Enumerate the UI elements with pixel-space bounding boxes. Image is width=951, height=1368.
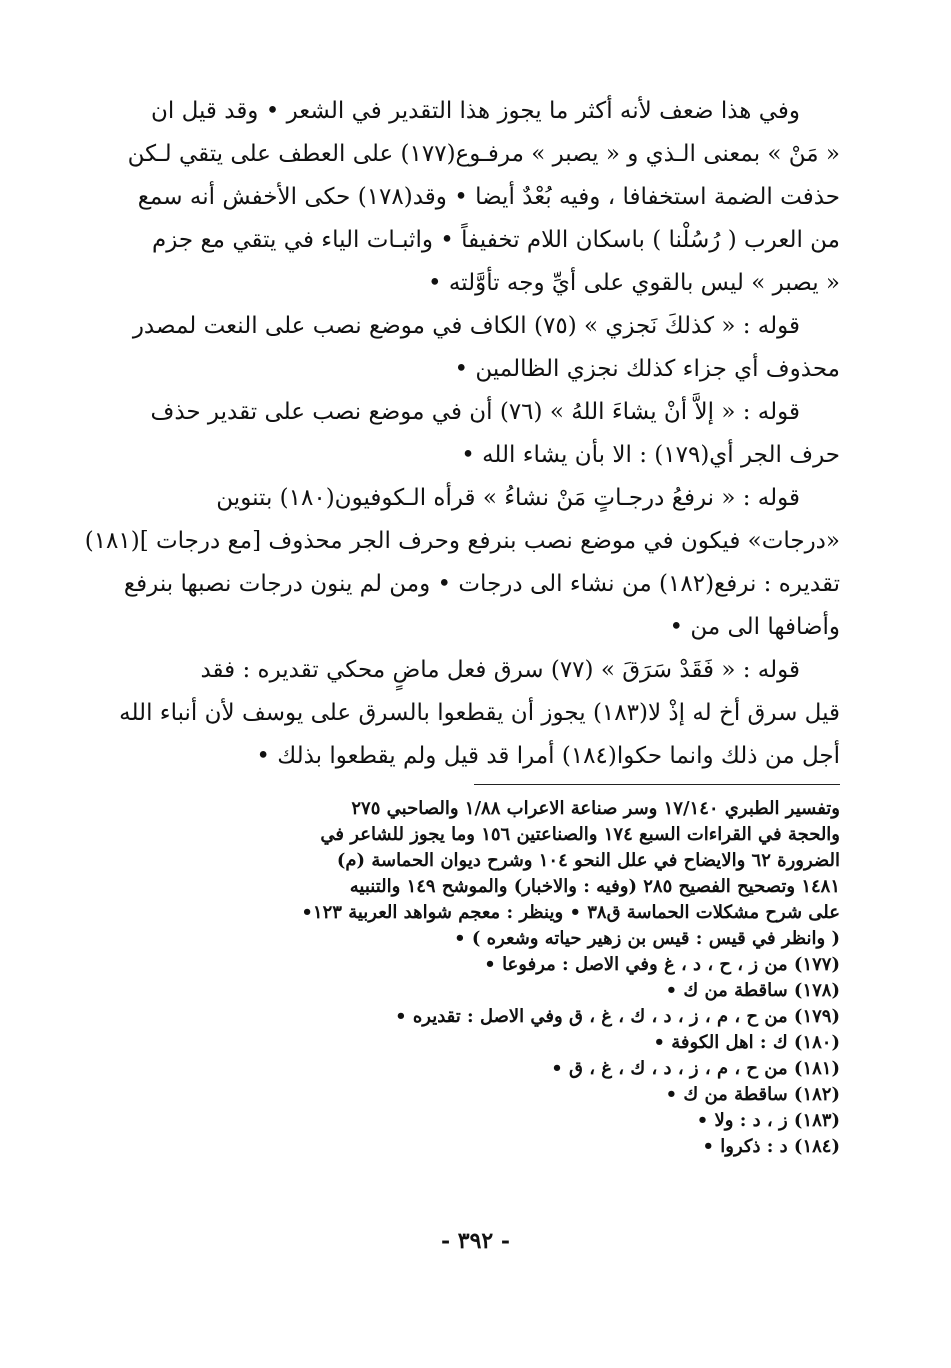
text-line: «درجات» فيكون في موضع نصب بنرفع وحرف الجر محذوف [مع درجات ](١٨١)	[84, 528, 840, 554]
text-line: حذفت الضمة استخفافا ، وفيه بُعْدٌ أيضا • وقد(١٧٨) حكى الأخفش أنه سمع	[137, 184, 840, 210]
footnote-line: (١٧٨) ساقطة من ك •	[665, 980, 840, 1001]
footnote-line: وتفسير الطبري ١٧/١٤٠ وسر صناعة الاعراب ١/٨٨ والصاحبي ٢٧٥	[351, 798, 840, 819]
text-line: قوله : « إلاَّ أنْ يشاءَ اللهُ » (٧٦) أن في موضع نصب على تقدير حذف	[150, 399, 800, 425]
text-line: قيل سرق أخ له إذْ لا(١٨٣) يجوز أن يقطعوا بالسرق على يوسف لأن أنباء الله	[119, 700, 840, 726]
main-text	[84, 90, 840, 778]
footnote-line: الضرورة ٦٢ والايضاح في علل النحو ١٠٤ وشرح ديوان الحماسة (م)	[336, 850, 840, 871]
text-line: أجل من ذلك وانما حكوا(١٨٤) أمرا قد قيل ولم يقطعوا بذلك •	[256, 743, 840, 769]
text-line: وفي هذا ضعف لأنه أكثر ما يجوز هذا التقدير في الشعر • وقد قيل ان	[150, 98, 800, 124]
text-line: « يصبر » ليس بالقوي على أيِّ وجه تأوَّلته •	[427, 270, 840, 296]
text-line: حرف الجر أي(١٧٩) : الا بأن يشاء الله •	[461, 442, 840, 468]
footnote-line: (١٨١) من ح ، م ، ز ، د ، ك ، غ ، ق •	[551, 1058, 840, 1079]
footnote-line: ١٤٨١ وتصحيح الفصيح ٢٨٥ (وفيه : والاخبار) والموشح ١٤٩ والتنبيه	[349, 876, 840, 897]
text-line: قوله : « نرفعُ درجـاتٍ مَنْ نشاءُ » قرأه الـكوفيون(١٨٠) بتنوين	[216, 485, 800, 511]
footnotes	[128, 796, 840, 1160]
page-number: - ٣٩٢ -	[440, 1228, 511, 1254]
footnote-separator	[474, 784, 840, 785]
text-line: تقديره : نرفع(١٨٢) من نشاء الى درجات • ومن لم ينون درجات نصبها بنرفع	[123, 571, 840, 597]
footnote-line: (١٨٣) ز ، د : ولا •	[696, 1110, 840, 1131]
text-line: من العرب ( رُسُلْنا ) باسكان اللام تخفيفاً • واثبـات الياء في يتقي مع جزم	[151, 227, 840, 253]
footnote-line: (١٨٤) د : ذكروا •	[702, 1136, 840, 1157]
footnote-line: على شرح مشكلات الحماسة ق٣٨ • وينظر : معجم شواهد العربية ١٢٣•	[301, 902, 840, 923]
text-line: قوله : « كذلكَ نَجزي » (٧٥) الكاف في موضع نصب على النعت لمصدر	[132, 313, 800, 339]
footnote-line: (١٨٠) ك : اهل الكوفة •	[653, 1032, 840, 1053]
footnote-line: (١٧٩) من ح ، م ، ز ، د ، ك ، غ ، ق وفي الاصل : تقديره •	[395, 1006, 840, 1027]
text-line: وأضافها الى من •	[669, 614, 840, 640]
footnote-line: ( وانظر في قيس : قيس بن زهير حياته وشعره ) •	[454, 928, 840, 949]
footnote-line: (١٨٢) ساقطة من ك •	[665, 1084, 840, 1105]
text-line: « مَنْ » بمعنى الـذي و « يصبر » مرفـوع(١٧٧) على العطف على يتقي لـكن	[127, 141, 840, 167]
text-line: قوله : « فَقَدْ سَرَقَ » (٧٧) سرق فعل ماضٍ محكي تقديره : فقد	[200, 657, 800, 683]
footnote-line: (١٧٧) من ز ، ح ، د ، غ وفي الاصل : مرفوعا •	[484, 954, 840, 975]
text-line: محذوف أي جزاء كذلك نجزي الظالمين •	[454, 356, 840, 382]
footnote-line: والحجة في القراءات السبع ١٧٤ والصناعتين ١٥٦ وما يجوز للشاعر في	[320, 824, 840, 845]
